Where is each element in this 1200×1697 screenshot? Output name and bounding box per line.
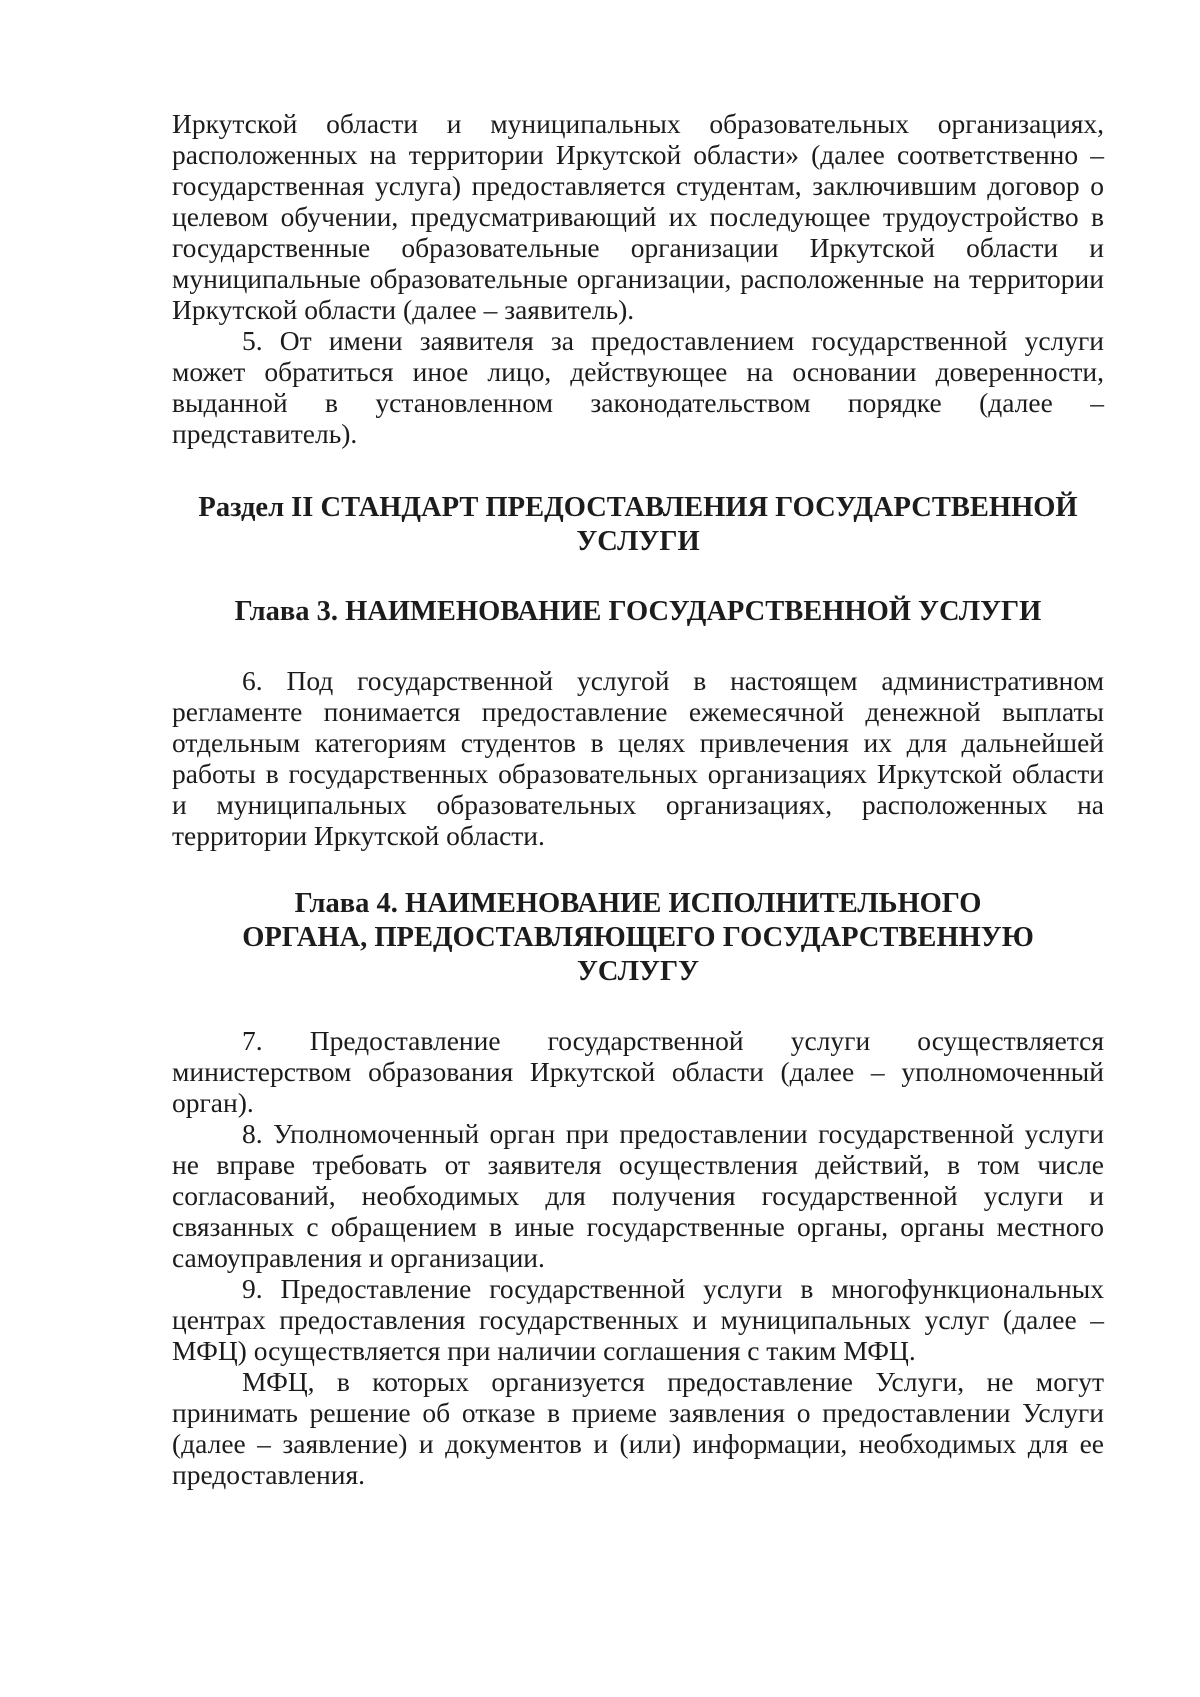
paragraph-mfc: МФЦ, в которых организуется предоставление Услуги, не могут принимать решение об отказе в приеме заявления о предоставлении Услуги (далее – заявление) и документов и (или) информации, необходимых для ее предоставления. — [172, 1366, 1104, 1490]
paragraph-8: 8. Уполномоченный орган при предоставлении государственной услуги не вправе требовать от заявителя осуществления действий, в том числе согласований, необходимых для получения государственной услуги и связанных с обращением в иные государственные органы, органы местного самоуправления и организации. — [172, 1118, 1104, 1273]
spacer — [172, 989, 1104, 1025]
paragraph-5: 5. От имени заявителя за предоставлением государственной услуги может обратиться иное лицо, действующее на основании доверенности, выданной в установленном законодательством порядке (далее – представитель). — [172, 325, 1104, 449]
paragraph-7: 7. Предоставление государственной услуги осуществляется министерством образования Иркутской области (далее – уполномоченный орган). — [172, 1025, 1104, 1118]
section-2-title: Раздел II СТАНДАРТ ПРЕДОСТАВЛЕНИЯ ГОСУДАРСТВЕННОЙ УСЛУГИ — [198, 492, 1078, 557]
intro-paragraph: Иркутской области и муниципальных образовательных организациях, расположенных на территории Иркутской области» (далее соответственно – государственная услуга) предоставляется студентам, заключившим договор о целевом обучении, предусматривающий их последующее трудоустройство в государственные образовательные организации Иркутской области и муниципальные образовательные организации, расположенные на территории Иркутской области (далее – заявитель). — [172, 108, 1104, 325]
document-body — [172, 108, 1104, 1490]
paragraph-6: 6. Под государственной услугой в настоящем административном регламенте понимается предоставление ежемесячной денежной выплаты отдельным категориям студентов в целях привлечения их для дальнейшей работы в государственных образовательных организациях Иркутской области и муниципальных образовательных организациях, расположенных на территории Иркутской области. — [172, 665, 1104, 851]
spacer — [172, 449, 1104, 491]
paragraph-9: 9. Предоставление государственной услуги в многофункциональных центрах предоставления государственных и муниципальных услуг (далее – МФЦ) осуществляется при наличии соглашения с таким МФЦ. — [172, 1273, 1104, 1366]
spacer — [172, 559, 1104, 595]
spacer — [172, 629, 1104, 665]
chapter-4-title: Глава 4. НАИМЕНОВАНИЕ ИСПОЛНИТЕЛЬНОГО ОРГАНА, ПРЕДОСТАВЛЯЮЩЕГО ГОСУДАРСТВЕННУЮ УСЛУГУ — [242, 888, 1034, 987]
chapter-3-title: Глава 3. НАИМЕНОВАНИЕ ГОСУДАРСТВЕННОЙ УСЛУГИ — [234, 596, 1042, 627]
spacer — [172, 851, 1104, 887]
